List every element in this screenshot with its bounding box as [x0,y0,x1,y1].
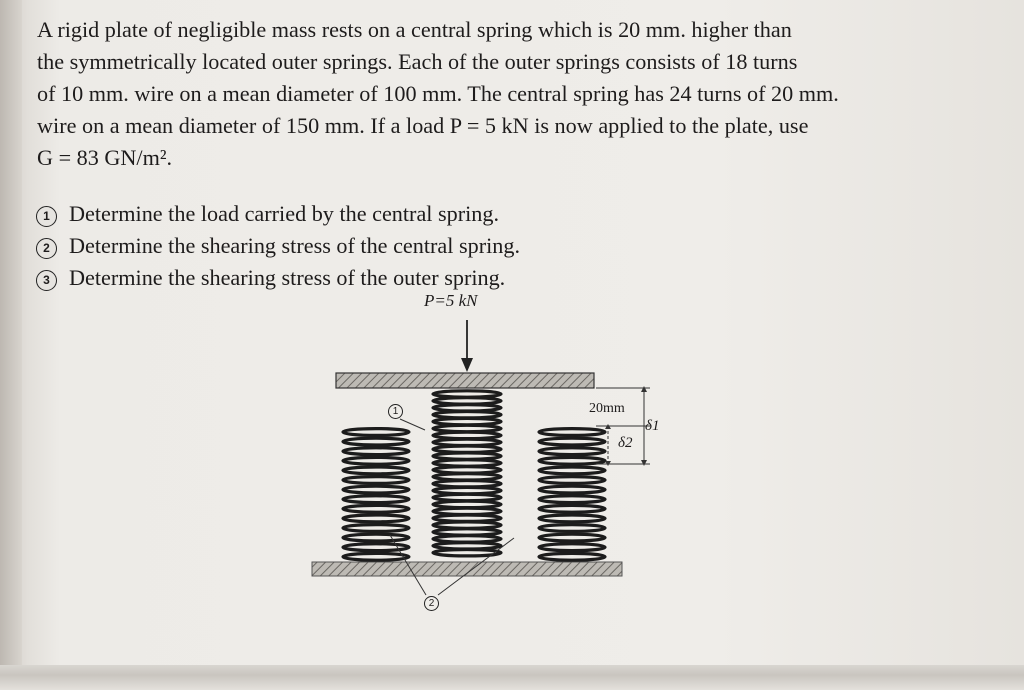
spring-coil-turn [343,525,409,532]
ground-base [312,562,622,576]
problem-line-5: G = 83 GN/m². [37,145,173,170]
problem-line-3: of 10 mm. wire on a mean diameter of 100 mm. The central spring has 24 turns of 20 mm. [37,81,839,106]
problem-line-4: wire on a mean diameter of 150 mm. If a load P = 5 kN is now applied to the plate, use [37,113,809,138]
question-item [36,230,520,262]
delta1-label: δ1 [645,418,660,434]
outer-spring-right [539,429,605,561]
spring-coil-turn [539,553,605,560]
spring-coil-turn [343,515,409,522]
spring-coil-turn [343,438,409,445]
spring-coil-turn [539,477,605,484]
question-item [36,198,520,230]
page-bottom-edge [0,665,1024,690]
gap-dimension-label: 20mm [589,401,625,416]
spring-coil-turn [539,448,605,455]
delta2-label: δ2 [618,435,633,451]
page-spine-shadow [0,0,22,690]
problem-statement [37,14,952,174]
problem-line-2: the symmetrically located outer springs. Each of the outer springs consists of 18 turns [37,49,798,74]
question-list [36,198,520,294]
spring-coil-turn [343,477,409,484]
spring-coil-turn [539,457,605,464]
question-number-badge: 2 [36,238,57,259]
problem-line-1: A rigid plate of negligible mass rests on a central spring which is 20 mm. higher than [37,17,792,42]
spring-coil-turn [343,534,409,541]
callout-2: 2 [424,596,439,611]
spring-coil-turn [343,553,409,560]
spring-coil-turn [343,429,409,436]
spring-coil-turn [539,467,605,474]
spring-coil-turn [539,534,605,541]
spring-diagram-svg [300,290,660,620]
question-text: Determine the load carried by the central spring. [69,201,500,226]
spring-coil-turn [343,505,409,512]
callout-1: 1 [388,404,403,419]
question-text: Determine the shearing stress of the central spring. [69,233,520,258]
spring-coil-turn [539,525,605,532]
spring-coil-turn [343,496,409,503]
central-spring [433,391,501,556]
spring-coil-turn [539,429,605,436]
spring-coil-turn [539,438,605,445]
spring-coil-turn [539,505,605,512]
spring-coil-turn [343,448,409,455]
rigid-plate [336,373,594,388]
spring-coil-turn [343,486,409,493]
load-arrow [461,320,473,372]
spring-diagram [300,290,660,620]
question-number-badge: 3 [36,270,57,291]
load-label: P=5 kN [424,291,478,310]
spring-coil-turn [539,515,605,522]
question-text: Determine the shearing stress of the outer spring. [69,265,506,290]
spring-coil-turn [343,457,409,464]
spring-coil-turn [539,486,605,493]
spring-coil-turn [539,544,605,551]
spring-coil-turn [539,496,605,503]
dimension-lines [596,386,650,466]
spring-coil-turn [343,467,409,474]
outer-spring-left [343,429,409,561]
question-number-badge: 1 [36,206,57,227]
